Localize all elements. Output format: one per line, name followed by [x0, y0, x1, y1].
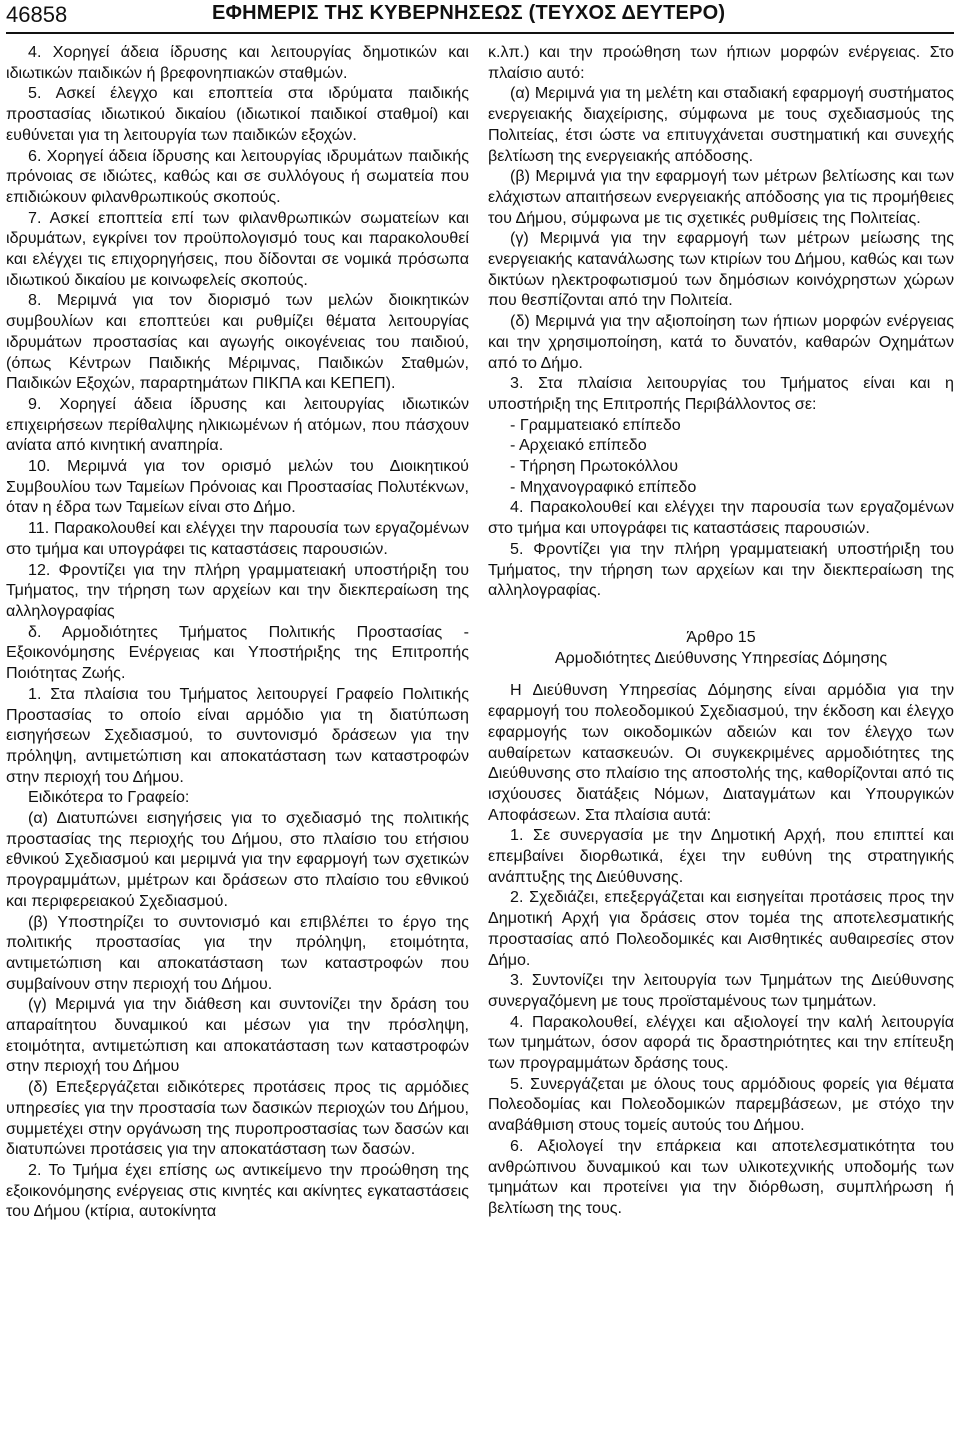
- paragraph: 4. Παρακολουθεί και ελέγχει την παρουσία των εργαζομένων στο τμήμα και υπογράφει τις καταστάσεις παρουσιών.: [488, 498, 954, 538]
- paragraph: Ειδικότερα το Γραφείο:: [28, 788, 190, 807]
- paragraph: (β) Μεριμνά για την εφαρμογή των μέτρων βελτίωσης και των ελάχιστων απαιτήσεων ενεργειακής απόδοσης για τις προμήθειες του Δήμου, σύμφωνα με τις σχετικές ρυθμίσεις της Πολιτείας.: [488, 167, 954, 227]
- left-column: [6, 42, 469, 1222]
- paragraph: 2. Σχεδιάζει, επεξεργάζεται και εισηγείται προτάσεις προς την Δημοτική Αρχή για δράσεις στον τομέα της αποτελεσματικής προστασίας από Πολεοδομικές και Αισθητικές αυθαιρεσίες στον Δήμο.: [488, 888, 954, 969]
- paragraph: 9. Χορηγεί άδεια ίδρυσης και λειτουργίας ιδιωτικών επιχειρήσεων περίθαλψης ηλικιωμένων ή ατόμων, που πάσχουν ανίατα από κινητική αναπηρία.: [6, 394, 469, 455]
- paragraph: (α) Μεριμνά για τη μελέτη και σταδιακή εφαρμογή συστήματος ενεργειακής διαχείρισης, σύμφωνα με τους σχεδιασμούς της Πολιτείας, έτσι ώστε να επιτυγχάνεται συστηματική και συνεχής βελτίωση της ενεργειακής απόδοσης.: [488, 84, 954, 165]
- paragraph: 4. Χορηγεί άδεια ίδρυσης και λειτουργίας δημοτικών και ιδιωτικών παιδικών ή βρεφονηπιακών σταθμών.: [6, 43, 469, 82]
- paragraph: (γ) Μεριμνά για την διάθεση και συντονίζει την δράση του απαραίτητου δυναμικού και μέσων για την πρόσληψη, ετοιμότητα, αντιμετώπιση και αποκατάσταση των καταστροφών στην περιοχή του Δήμου: [6, 995, 469, 1076]
- paragraph: (γ) Μεριμνά για την εφαρμογή των μέτρων μείωσης της ενεργειακής κατανάλωσης των κτιρίων του Δήμου, καθώς και των δικτύων ηλεκτροφωτισμού των δημόσιων κοινόχρηστων χώρων που θεσπίζονται από την Πολιτεία.: [488, 229, 954, 310]
- paragraph: 4. Παρακολουθεί, ελέγχει και αξιολογεί την καλή λειτουργία των τμημάτων, όσον αφορά τις δραστηριότητες και την επίτευξη των προγραμμάτων δράσης τους.: [488, 1012, 954, 1073]
- paragraph: 5. Συνεργάζεται με όλους τους αρμόδιους φορείς για θέματα Πολεοδομίας και Πολεοδομικών παρεμβάσεων, με στόχο την αναβάθμιση στους τομείς αυτούς του Δήμου.: [488, 1074, 954, 1135]
- paragraph: κ.λπ.) και την προώθηση των ήπιων μορφών ενέργειας. Στο πλαίσιο αυτό:: [488, 43, 954, 82]
- paragraph: 7. Ασκεί εποπτεία επί των φιλανθρωπικών σωματείων και ιδρυμάτων, εγκρίνει τον προϋπολογισμό τους και παρακολουθεί και ελέγχει τις επιχορηγήσεις, που δίδονται σε νομικά πρόσωπα ιδιωτικού δικαίου με κοινωφελείς σκοπούς.: [6, 208, 469, 289]
- list-item: - Μηχανογραφικό επίπεδο: [510, 477, 697, 496]
- section-heading: δ. Αρμοδιότητες Τμήματος Πολιτικής Προστασίας - Εξοικονόμησης Ενέργειας και Υποστήριξης της Επιτροπής Ποιότητας Ζωής.: [6, 622, 469, 683]
- paragraph: 8. Μεριμνά για τον διορισμό των μελών διοικητικών συμβουλίων και εποπτεύει και ρυθμίζει θέματα λειτουργίας ιδρυμάτων προστασίας και αγωγής οικογένειας του παιδιού, (όπως Κέντρων Παιδικής Μέριμνας, Παιδικών Σταθμών, Παιδικών Εξοχών, παραρτημάτων ΠΙΚΠΑ και ΚΕΠΕΠ).: [6, 291, 469, 393]
- paragraph: 6. Χορηγεί άδεια ίδρυσης και λειτουργίας ιδρυμάτων παιδικής πρόνοιας σε ιδιώτες, καθώς και σε συλλόγους ή σωματεία που επιδιώκουν φιλανθρωπικούς σκοπούς.: [6, 146, 469, 206]
- paragraph: 1. Στα πλαίσια του Τμήματος λειτουργεί Γραφείο Πολιτικής Προστασίας το οποίο είναι αρμόδιο για τη διατύπωση εισηγήσεων Σχεδιασμού, το συντονισμό δράσεων για την πρόληψη, αντιμετώπιση και αποκατάσταση των καταστροφών στην περιοχή του Δήμου.: [6, 684, 469, 786]
- header-rule: [6, 32, 954, 34]
- list-item: - Γραμματειακό επίπεδο: [510, 415, 681, 434]
- paragraph: 3. Στα πλαίσια λειτουργίας του Τμήματος είναι και η υποστήριξη της Επιτροπής Περιβάλλοντος σε:: [488, 374, 954, 413]
- paragraph: 3. Συντονίζει την λειτουργία των Τμημάτων της Διεύθυνσης συνεργαζόμενη με τους προϊσταμένους των τμημάτων.: [488, 971, 954, 1010]
- paragraph: (β) Υποστηρίζει το συντονισμό και επιβλέπει το έργο της πολιτικής προστασίας για την πρόληψη, ετοιμότητα, αντιμετώπιση και αποκατάσταση των καταστροφών που συμβαίνουν στην περιοχή του Δήμου.: [6, 912, 469, 993]
- article-title: Αρμοδιότητες Διεύθυνσης Υπηρεσίας Δόμησης: [554, 648, 888, 667]
- page-header: [0, 0, 960, 34]
- page-number: 46858: [6, 2, 68, 27]
- right-column: [488, 42, 954, 1219]
- paragraph: Η Διεύθυνση Υπηρεσίας Δόμησης είναι αρμόδια για την εφαρμογή του πολεοδομικού Σχεδιασμού, την έκδοση και έλεγχο εφαρμογής των οικοδομικών αδειών και τον έλεγχο των αυθαίρετων κατασκευών. Οι συγκεκριμένες αρμοδιότητες της Διεύθυνσης στο πλαίσιο της αποστολής της, καθορίζονται από τις ισχύουσες διατάξεις Νόμων, Διαταγμάτων και Υπουργικών Αποφάσεων. Στα πλαίσια αυτά:: [488, 681, 954, 824]
- paragraph: 1. Σε συνεργασία με την Δημοτική Αρχή, που επιπτεί και επεμβαίνει διορθωτικά, έχει την ευθύνη της στρατηγικής ανάπτυξης της Διεύθυνσης.: [488, 826, 954, 886]
- paragraph: 2. Το Τμήμα έχει επίσης ως αντικείμενο την προώθηση της εξοικονόμησης ενέργειας στις κινητές και ακίνητες εγκαταστάσεις του Δήμου (κτίρια, αυτοκίνητα: [6, 1160, 469, 1221]
- journal-title: ΕΦΗΜΕΡΙΣ ΤΗΣ ΚΥΒΕΡΝΗΣΕΩΣ (ΤΕΥΧΟΣ ΔΕΥΤΕΡΟ): [212, 2, 726, 24]
- list-item: - Τήρηση Πρωτοκόλλου: [510, 457, 679, 476]
- paragraph: (α) Διατυπώνει εισηγήσεις για το σχεδιασμό της πολιτικής προστασίας της περιοχής του Δήμου, στο πλαίσιο του ετήσιου εθνικού Σχεδιασμού και μεριμνά για την εφαρμογή των σχετικών προγραμμάτων, μμέτρων και δράσεων στο πλαίσιο του εθνικού και περιφερειακού Σχεδιασμού.: [6, 809, 469, 910]
- paragraph: 6. Αξιολογεί την επάρκεια και αποτελεσματικότητα του ανθρώπινου δυναμικού και των υλικοτεχνικής υποδομής των τμημάτων και προτείνει για την διόρθωση, συμπλήρωση ή βελτίωση της τους.: [488, 1136, 954, 1217]
- paragraph: 5. Ασκεί έλεγχο και εποπτεία στα ιδρύματα παιδικής προστασίας ιδιωτικού δικαίου (ιδιωτικοί παιδικοί σταθμοί) και ευθύνεται για τη λειτουργία των παιδικών εξοχών.: [6, 84, 469, 144]
- article-number: Άρθρο 15: [686, 627, 756, 646]
- paragraph: 12. Φροντίζει για την πλήρη γραμματειακή υποστήριξη του Τμήματος, την τήρηση των αρχείων και την διεκπεραίωση της αλληλογραφίας: [6, 560, 469, 620]
- paragraph: 11. Παρακολουθεί και ελέγχει την παρουσία των εργαζομένων στο τμήμα και υπογράφει τις καταστάσεις παρουσιών.: [6, 519, 469, 558]
- paragraph: 10. Μεριμνά για τον ορισμό μελών του Διοικητικού Συμβουλίου των Ταμείων Πρόνοιας και Προστασίας Πολυτέκνων, όταν η έδρα των Ταμείων είναι στο Δήμο.: [6, 457, 469, 517]
- paragraph: (δ) Επεξεργάζεται ειδικότερες προτάσεις προς τις αρμόδιες υπηρεσίες για την προστασία των δασικών περιοχών του Δήμου, συμμετέχει στην οργάνωση της πυροπροστασίας των δασών και διατυπώνει προτάσεις για την αποκατάσταση των δασών.: [6, 1078, 469, 1159]
- paragraph: (δ) Μεριμνά για την αξιοποίηση των ήπιων μορφών ενέργειας και την χρησιμοποίηση, κατά το δυνατόν, καθαρών Οχημάτων από το Δήμο.: [488, 312, 954, 372]
- list-item: - Αρχειακό επίπεδο: [510, 436, 647, 455]
- paragraph: 5. Φροντίζει για την πλήρη γραμματειακή υποστήριξη του Τμήματος, την τήρηση των αρχείων και την διεκπεραίωση της αλληλογραφίας.: [488, 539, 954, 600]
